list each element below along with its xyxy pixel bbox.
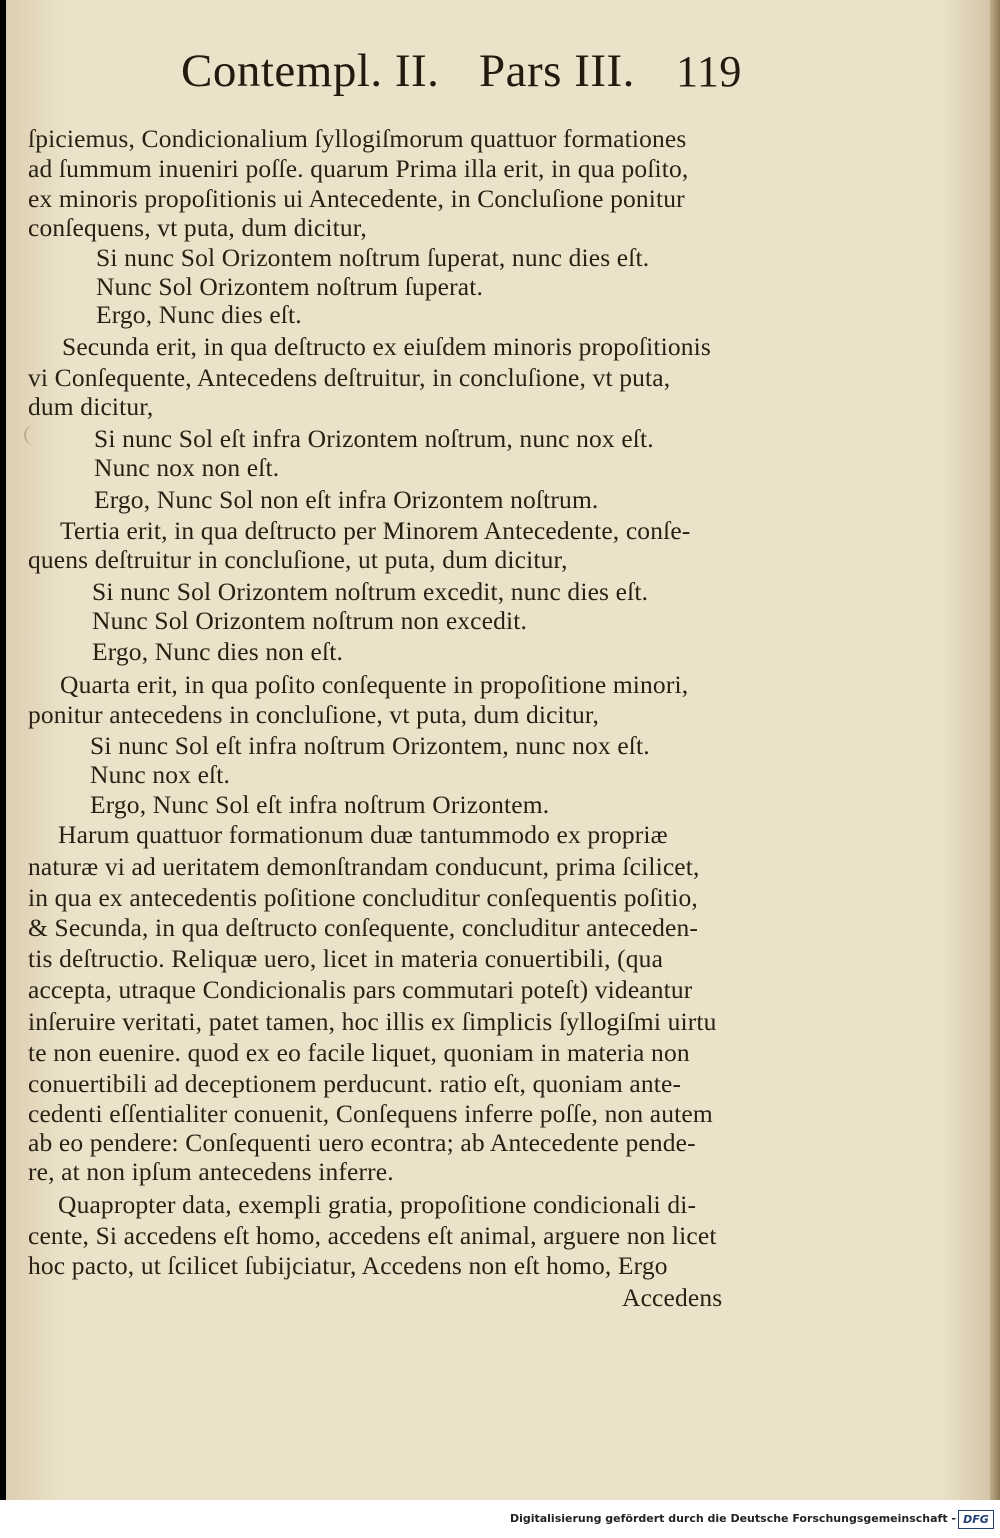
funding-credit: Digitalisierung gefördert durch die Deutsche Forschungsgemeinschaft - bbox=[509, 1512, 956, 1525]
header-title-left: Contempl. II. bbox=[181, 45, 440, 97]
text-line: vi Conſequente, Antecedens deſtruitur, in concluſione, vt puta, bbox=[28, 363, 671, 392]
text-line: ſpiciemus, Condicionalium ſyllogiſmorum quattuor formationes bbox=[28, 124, 687, 153]
text-line: ad ſummum inueniri poſſe. quarum Prima illa erit, in qua poſito, bbox=[28, 154, 689, 183]
text-line: inſeruire veritati, patet tamen, hoc illis ex ſimplicis ſyllogiſmi uirtu bbox=[28, 1007, 717, 1036]
margin-mark bbox=[24, 424, 48, 446]
text-line: naturæ vi ad ueritatem demonſtrandam conducunt, prima ſcilicet, bbox=[28, 852, 700, 881]
text-line: Quarta erit, in qua poſito conſequente in propoſitione minori, bbox=[60, 670, 689, 699]
text-line: Si nunc Sol eſt infra noſtrum Orizontem, nunc nox eſt. bbox=[90, 731, 650, 760]
text-line: Nunc Sol Orizontem noſtrum ſuperat. bbox=[96, 272, 483, 301]
text-line: Ergo, Nunc dies non eſt. bbox=[92, 637, 344, 666]
text-line: re, at non ipſum antecedens inferre. bbox=[28, 1157, 394, 1186]
text-line: Si nunc Sol Orizontem noſtrum ſuperat, nunc dies eſt. bbox=[96, 243, 650, 272]
text-line: in qua ex antecedentis poſitione concluditur conſequentis poſitio, bbox=[28, 883, 698, 912]
dfg-logo-icon: DFG bbox=[958, 1510, 994, 1529]
text-line: quens deſtruitur in concluſione, ut puta, dum dicitur, bbox=[28, 545, 568, 574]
text-line: accepta, utraque Condicionalis pars commutari poteſt) videantur bbox=[28, 975, 693, 1004]
catchword: Accedens bbox=[622, 1283, 723, 1312]
text-line: dum dicitur, bbox=[28, 392, 154, 421]
header-title-right: Pars III. bbox=[479, 45, 635, 97]
text-line: Nunc nox non eſt. bbox=[94, 453, 280, 482]
text-line: ab eo pendere: Conſequenti uero econtra; ab Antecedente pende- bbox=[28, 1128, 696, 1157]
text-line: ex minoris propoſitionis ui Antecedente, in Concluſione ponitur bbox=[28, 184, 685, 213]
page-number: 119 bbox=[676, 47, 742, 96]
text-line: ponitur antecedens in concluſione, vt puta, dum dicitur, bbox=[28, 700, 600, 729]
text-line: Nunc nox eſt. bbox=[90, 760, 231, 789]
digitization-footer bbox=[0, 1500, 1000, 1538]
text-line: conuertibili ad deceptionem perducunt. ratio eſt, quoniam ante- bbox=[28, 1069, 682, 1098]
text-line: Secunda erit, in qua deſtructo ex eiuſdem minoris propoſitionis bbox=[62, 332, 711, 361]
text-line: Quapropter data, exempli gratia, propoſitione condicionali di- bbox=[58, 1190, 697, 1219]
running-header bbox=[181, 44, 781, 114]
text-line: & Secunda, in qua deſtructo conſequente, concluditur anteceden- bbox=[28, 913, 699, 942]
text-line: Nunc Sol Orizontem noſtrum non excedit. bbox=[92, 606, 528, 635]
text-line: Harum quattuor formationum duæ tantummodo ex propriæ bbox=[58, 820, 668, 849]
text-line: conſequens, vt puta, dum dicitur, bbox=[28, 213, 367, 242]
text-line: Si nunc Sol Orizontem noſtrum excedit, nunc dies eſt. bbox=[92, 577, 649, 606]
text-line: Ergo, Nunc dies eſt. bbox=[96, 300, 302, 329]
text-line: te non euenire. quod ex eo facile liquet, quoniam in materia non bbox=[28, 1038, 690, 1067]
text-line: hoc pacto, ut ſcilicet ſubijciatur, Accedens non eſt homo, Ergo bbox=[28, 1251, 668, 1280]
text-line: tis deſtructio. Reliquæ uero, licet in materia conuertibili, (qua bbox=[28, 944, 664, 973]
book-page bbox=[6, 0, 1000, 1500]
page-edge bbox=[990, 0, 1000, 1500]
text-line: Si nunc Sol eſt infra Orizontem noſtrum, nunc nox eſt. bbox=[94, 424, 654, 453]
text-line: Ergo, Nunc Sol non eſt infra Orizontem noſtrum. bbox=[94, 485, 599, 514]
text-line: Ergo, Nunc Sol eſt infra noſtrum Orizontem. bbox=[90, 790, 550, 819]
text-line: Tertia erit, in qua deſtructo per Minorem Antecedente, conſe- bbox=[60, 516, 691, 545]
text-line: cedenti eſſentialiter conuenit, Conſequens inferre poſſe, non autem bbox=[28, 1099, 713, 1128]
text-line: cente, Si accedens eſt homo, accedens eſt animal, arguere non licet bbox=[28, 1221, 717, 1250]
